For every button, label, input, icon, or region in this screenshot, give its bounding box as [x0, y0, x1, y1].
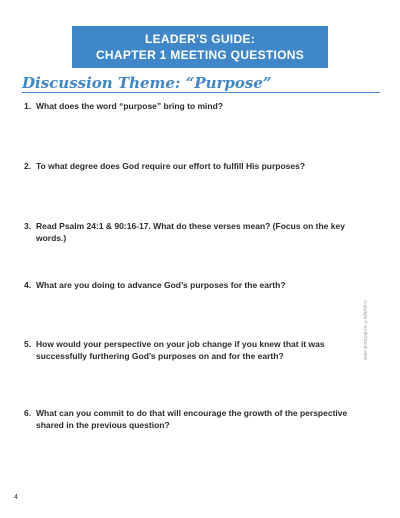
discussion-theme-title: Discussion Theme: “Purpose” — [22, 74, 272, 92]
header-line-1: LEADER'S GUIDE: — [144, 32, 256, 46]
question-item — [24, 160, 366, 172]
question-text: What can you commit to do that will encourage the growth of the perspective shared in the previous question? — [36, 408, 348, 430]
question-text: To what degree does God require our effort to fulfill His purposes? — [36, 161, 306, 171]
question-number: 5. — [24, 339, 32, 349]
question-text: What are you doing to advance God’s purposes for the earth? — [36, 280, 286, 290]
question-item — [24, 407, 366, 431]
side-copyright-notice: Copyright © Scribd book 2006 — [363, 300, 368, 361]
question-number: 3. — [24, 221, 32, 231]
header-banner — [72, 26, 328, 68]
question-number: 4. — [24, 280, 32, 290]
question-number: 1. — [24, 101, 32, 111]
header-line-2: CHAPTER 1 MEETING QUESTIONS — [95, 48, 305, 62]
question-item — [24, 338, 366, 362]
question-number: 2. — [24, 161, 32, 171]
question-item — [24, 220, 366, 244]
page-number: 4 — [14, 494, 18, 501]
question-number: 6. — [24, 408, 32, 418]
theme-divider — [22, 92, 380, 93]
question-text: How would your perspective on your job change if you knew that it was successfully furthering God’s purposes on and for the earth? — [36, 339, 325, 361]
question-item — [24, 100, 366, 112]
question-item — [24, 279, 366, 291]
question-text: What does the word “purpose” bring to mind? — [36, 101, 223, 111]
question-text: Read Psalm 24:1 & 90:16-17. What do these verses mean? (Focus on the key words.) — [36, 221, 345, 243]
